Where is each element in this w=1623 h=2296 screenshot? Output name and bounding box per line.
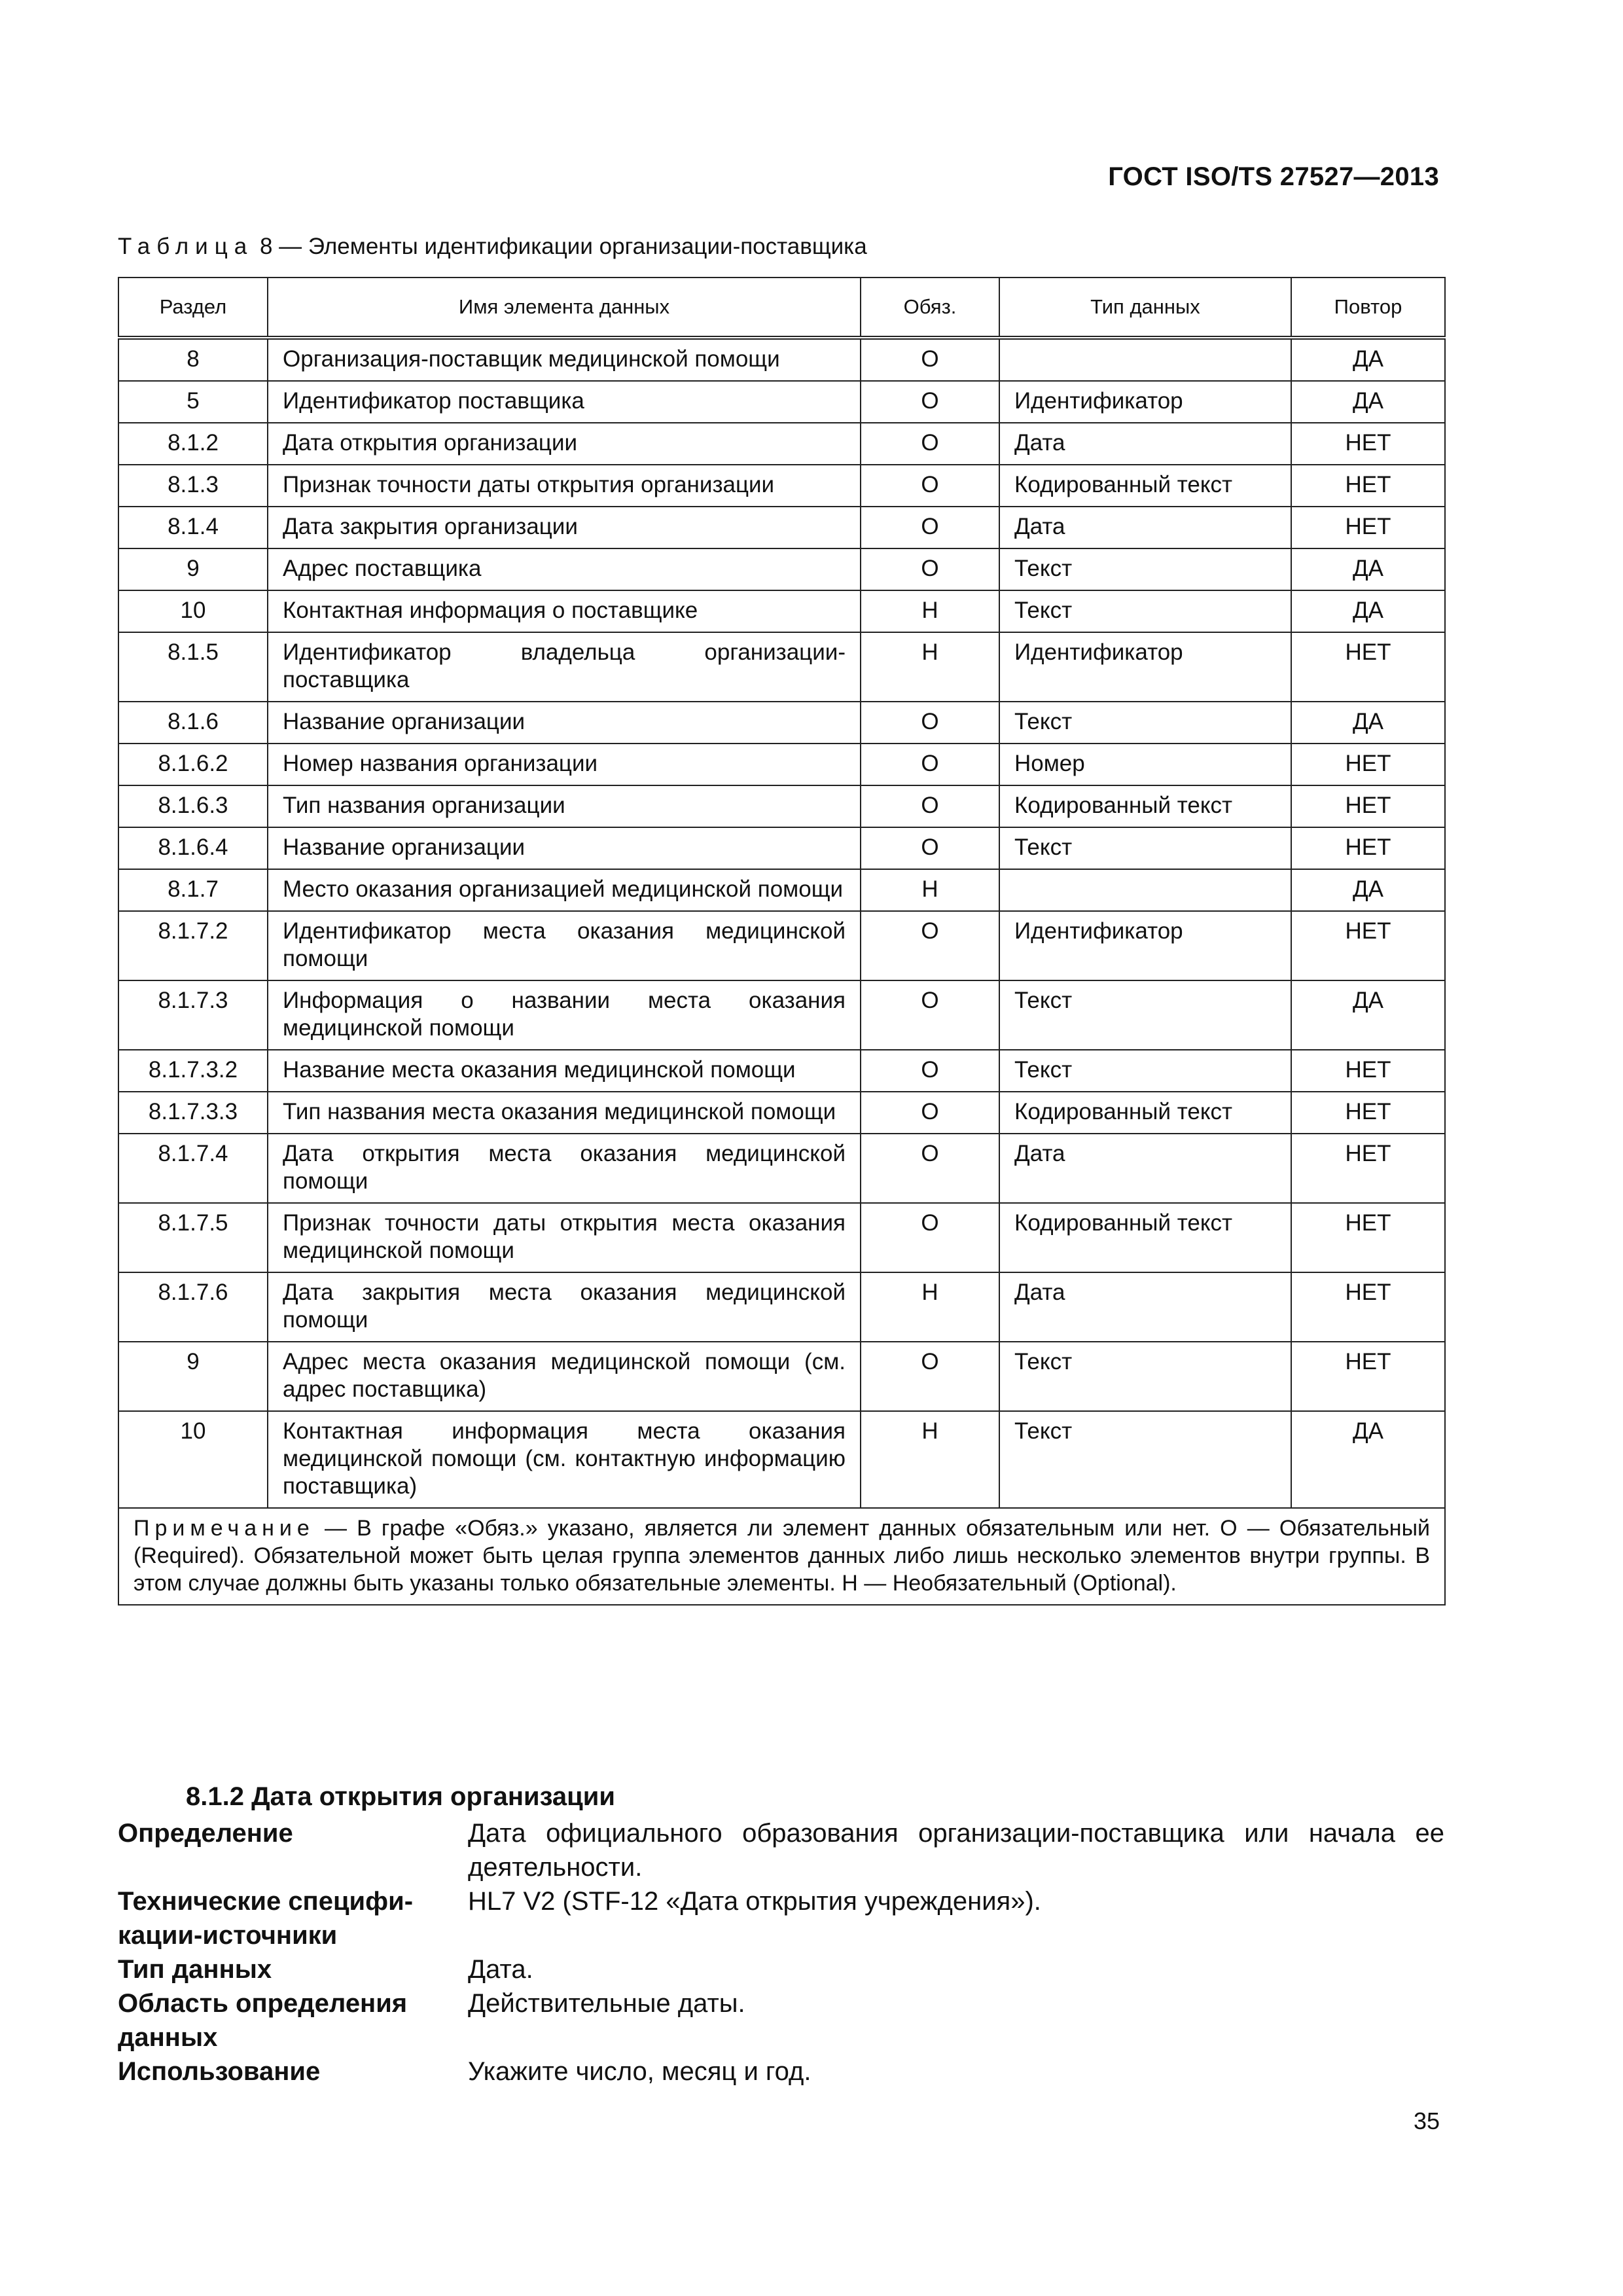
definition-description: HL7 V2 (STF-12 «Дата открытия учреждения»). (468, 1887, 1041, 1916)
definition-term: Использование (118, 2057, 321, 2086)
cell-repeat: ДА (1291, 702, 1445, 744)
cell-element-name: Идентификатор владельца организации-поставщика (268, 632, 861, 702)
definition-description: Укажите число, месяц и год. (468, 2057, 812, 2086)
cell-required: О (861, 548, 999, 590)
cell-data-type: Кодированный текст (999, 1203, 1291, 1272)
cell-repeat: НЕТ (1291, 632, 1445, 702)
table-row (118, 911, 1445, 980)
column-header-data-type: Тип данных (999, 278, 1291, 338)
table-row (118, 869, 1445, 911)
cell-repeat: ДА (1291, 980, 1445, 1050)
cell-element-name: Номер названия организации (268, 744, 861, 785)
cell-required: Н (861, 632, 999, 702)
cell-data-type: Дата (999, 423, 1291, 465)
cell-repeat: НЕТ (1291, 507, 1445, 548)
table-note-text: — В графе «Обяз.» указано, является ли элемент данных обязательным или нет. О — Обязательный (Required). Обязательной может быть целая группа элементов данных либо лишь несколько элементов внутри группы. В этом случае должны быть указаны только обязательные элементы. Н — Необязательный (Optional). (134, 1516, 1430, 1596)
cell-required: О (861, 1134, 999, 1203)
column-header-element-name: Имя элемента данных (268, 278, 861, 338)
cell-data-type: Идентификатор (999, 381, 1291, 423)
cell-data-type: Текст (999, 590, 1291, 632)
cell-repeat: ДА (1291, 381, 1445, 423)
table-caption-text: 8 — Элементы идентификации организации-поставщика (253, 234, 867, 259)
cell-repeat: НЕТ (1291, 1272, 1445, 1342)
column-header-required: Обяз. (861, 278, 999, 338)
table-header-row (118, 278, 1445, 338)
cell-required: О (861, 827, 999, 869)
cell-repeat: НЕТ (1291, 1092, 1445, 1134)
cell-section: 8.1.7.2 (118, 911, 268, 980)
cell-element-name: Идентификатор поставщика (268, 381, 861, 423)
definition-term: Тип данных (118, 1955, 272, 1984)
cell-repeat: ДА (1291, 548, 1445, 590)
cell-repeat: НЕТ (1291, 1342, 1445, 1411)
table-row (118, 1272, 1445, 1342)
cell-section: 8.1.6.2 (118, 744, 268, 785)
table-row (118, 590, 1445, 632)
cell-section: 8.1.7.4 (118, 1134, 268, 1203)
table-row (118, 785, 1445, 827)
definition-term: Область определения данных (118, 1989, 408, 2052)
table-caption-word: Таблица (118, 234, 254, 259)
cell-data-type: Кодированный текст (999, 465, 1291, 507)
definition-description: Дата. (468, 1955, 533, 1984)
cell-data-type: Текст (999, 1342, 1291, 1411)
cell-element-name: Место оказания организацией медицинской помощи (268, 869, 861, 911)
cell-element-name: Адрес поставщика (268, 548, 861, 590)
cell-element-name: Адрес места оказания медицинской помощи (см. адрес поставщика) (268, 1342, 861, 1411)
column-header-section: Раздел (118, 278, 268, 338)
table-row (118, 1134, 1445, 1203)
table-note (118, 1508, 1445, 1605)
definition-row (118, 1816, 1444, 1884)
table-row (118, 338, 1445, 381)
cell-data-type: Текст (999, 702, 1291, 744)
cell-data-type: Идентификатор (999, 632, 1291, 702)
document-id: ГОСТ ISO/TS 27527—2013 (1108, 162, 1439, 191)
cell-section: 10 (118, 1411, 268, 1508)
table-row (118, 632, 1445, 702)
cell-repeat: ДА (1291, 869, 1445, 911)
cell-element-name: Тип названия места оказания медицинской помощи (268, 1092, 861, 1134)
cell-section: 8.1.6 (118, 702, 268, 744)
cell-repeat: НЕТ (1291, 744, 1445, 785)
cell-required: О (861, 338, 999, 381)
cell-section: 8.1.5 (118, 632, 268, 702)
cell-data-type: Текст (999, 548, 1291, 590)
cell-element-name: Название места оказания медицинской помощи (268, 1050, 861, 1092)
cell-repeat: ДА (1291, 338, 1445, 381)
cell-section: 8.1.2 (118, 423, 268, 465)
cell-data-type (999, 869, 1291, 911)
cell-data-type: Текст (999, 980, 1291, 1050)
table-row (118, 827, 1445, 869)
table-row (118, 744, 1445, 785)
cell-required: О (861, 423, 999, 465)
cell-section: 8.1.6.4 (118, 827, 268, 869)
cell-section: 10 (118, 590, 268, 632)
cell-data-type: Дата (999, 1272, 1291, 1342)
cell-data-type: Идентификатор (999, 911, 1291, 980)
cell-section: 5 (118, 381, 268, 423)
cell-required: Н (861, 869, 999, 911)
cell-repeat: НЕТ (1291, 911, 1445, 980)
table-note-row (118, 1508, 1445, 1605)
cell-element-name: Название организации (268, 702, 861, 744)
cell-section: 8 (118, 338, 268, 381)
table-row (118, 465, 1445, 507)
table-row (118, 507, 1445, 548)
definition-row (118, 1884, 1444, 1952)
cell-data-type: Текст (999, 1411, 1291, 1508)
cell-data-type: Текст (999, 827, 1291, 869)
table-row (118, 1050, 1445, 1092)
table-caption (118, 234, 867, 260)
cell-repeat: ДА (1291, 590, 1445, 632)
cell-required: О (861, 785, 999, 827)
cell-required: Н (861, 1411, 999, 1508)
cell-element-name: Организация-поставщик медицинской помощи (268, 338, 861, 381)
cell-section: 8.1.6.3 (118, 785, 268, 827)
definition-row (118, 2054, 1444, 2089)
cell-repeat: НЕТ (1291, 785, 1445, 827)
cell-section: 8.1.7.3.3 (118, 1092, 268, 1134)
cell-required: О (861, 911, 999, 980)
cell-required: Н (861, 590, 999, 632)
cell-element-name: Признак точности даты открытия места оказания медицинской помощи (268, 1203, 861, 1272)
cell-element-name: Информация о названии места оказания медицинской помощи (268, 980, 861, 1050)
cell-required: О (861, 381, 999, 423)
cell-element-name: Дата открытия места оказания медицинской помощи (268, 1134, 861, 1203)
table-note-label: Примечание (134, 1516, 315, 1541)
cell-data-type: Дата (999, 1134, 1291, 1203)
section-title: 8.1.2 Дата открытия организации (186, 1782, 615, 1811)
table-row (118, 1092, 1445, 1134)
cell-element-name: Дата закрытия места оказания медицинской помощи (268, 1272, 861, 1342)
definition-list (118, 1816, 1444, 2089)
cell-section: 8.1.4 (118, 507, 268, 548)
table-row (118, 381, 1445, 423)
table-row (118, 1411, 1445, 1508)
definition-term: Определение (118, 1819, 293, 1848)
cell-section: 8.1.7.3.2 (118, 1050, 268, 1092)
cell-element-name: Название организации (268, 827, 861, 869)
cell-element-name: Идентификатор места оказания медицинской помощи (268, 911, 861, 980)
table-body (118, 338, 1445, 1508)
cell-required: Н (861, 1272, 999, 1342)
cell-required: О (861, 1050, 999, 1092)
cell-section: 8.1.3 (118, 465, 268, 507)
cell-data-type: Кодированный текст (999, 785, 1291, 827)
cell-element-name: Контактная информация места оказания медицинской помощи (см. контактную информацию поставщика) (268, 1411, 861, 1508)
column-header-repeat: Повтор (1291, 278, 1445, 338)
cell-repeat: НЕТ (1291, 423, 1445, 465)
cell-section: 8.1.7 (118, 869, 268, 911)
cell-element-name: Дата закрытия организации (268, 507, 861, 548)
cell-required: О (861, 702, 999, 744)
cell-required: О (861, 507, 999, 548)
page-number: 35 (1413, 2108, 1440, 2134)
cell-repeat: НЕТ (1291, 1050, 1445, 1092)
cell-required: О (861, 465, 999, 507)
cell-section: 9 (118, 1342, 268, 1411)
cell-section: 8.1.7.3 (118, 980, 268, 1050)
table-row (118, 1342, 1445, 1411)
cell-section: 9 (118, 548, 268, 590)
cell-required: О (861, 1342, 999, 1411)
cell-element-name: Признак точности даты открытия организации (268, 465, 861, 507)
cell-data-type: Текст (999, 1050, 1291, 1092)
table-row (118, 1203, 1445, 1272)
cell-repeat: НЕТ (1291, 1203, 1445, 1272)
table-row (118, 702, 1445, 744)
cell-data-type (999, 338, 1291, 381)
cell-element-name: Дата открытия организации (268, 423, 861, 465)
cell-required: О (861, 980, 999, 1050)
table-row (118, 423, 1445, 465)
definition-row (118, 1986, 1444, 2054)
cell-required: О (861, 1203, 999, 1272)
cell-element-name: Контактная информация о поставщике (268, 590, 861, 632)
cell-repeat: НЕТ (1291, 827, 1445, 869)
cell-section: 8.1.7.5 (118, 1203, 268, 1272)
cell-repeat: ДА (1291, 1411, 1445, 1508)
cell-repeat: НЕТ (1291, 1134, 1445, 1203)
definition-row (118, 1952, 1444, 1986)
definition-description: Дата официального образования организации-поставщика или начала ее деятельности. (468, 1819, 1444, 1882)
supplier-elements-table (118, 277, 1446, 1605)
table-row (118, 980, 1445, 1050)
cell-repeat: НЕТ (1291, 465, 1445, 507)
definition-term: Технические специфи- кации-источники (118, 1887, 414, 1950)
cell-required: О (861, 1092, 999, 1134)
cell-data-type: Номер (999, 744, 1291, 785)
definition-description: Действительные даты. (468, 1989, 745, 2018)
table-row (118, 548, 1445, 590)
cell-element-name: Тип названия организации (268, 785, 861, 827)
cell-data-type: Дата (999, 507, 1291, 548)
cell-data-type: Кодированный текст (999, 1092, 1291, 1134)
cell-section: 8.1.7.6 (118, 1272, 268, 1342)
cell-required: О (861, 744, 999, 785)
